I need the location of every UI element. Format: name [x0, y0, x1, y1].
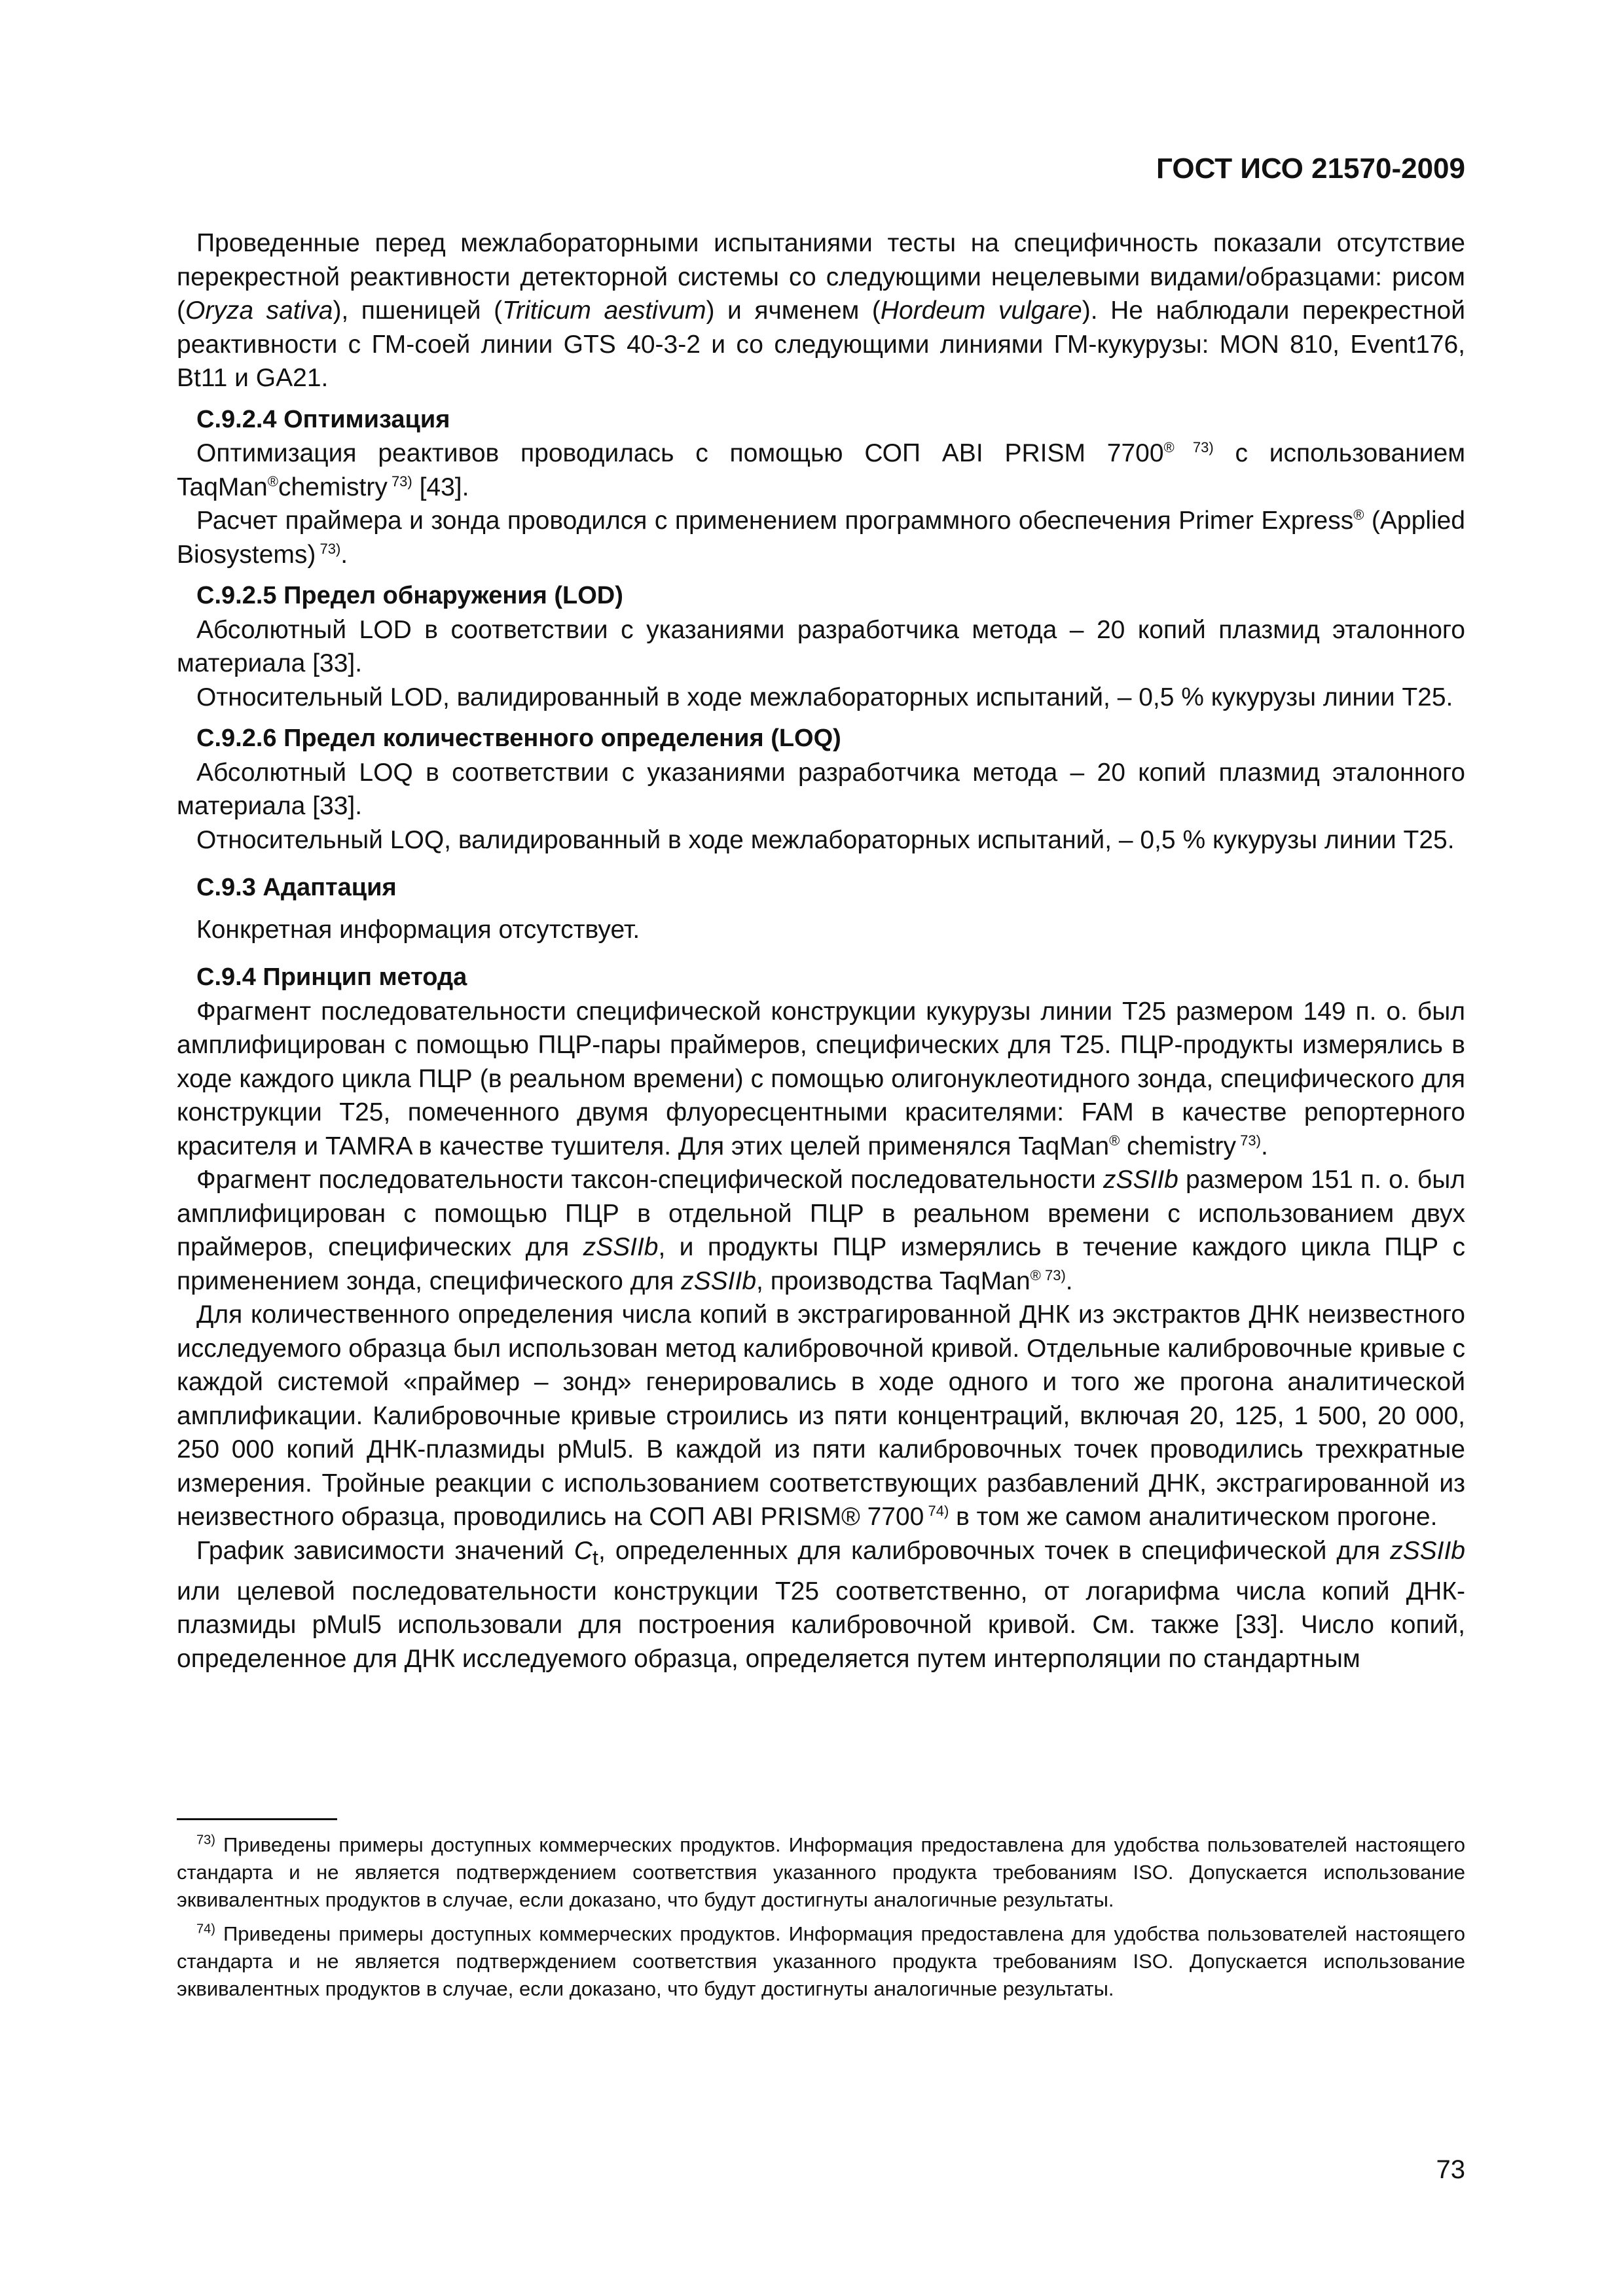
paragraph: Абсолютный LOD в соответствии с указаниями разработчика метода – 20 копий плазмид эталонного материала [33]. — [177, 615, 1465, 677]
section-heading-c94: С.9.4 Принцип метода — [196, 963, 467, 991]
intro-paragraph: Проведенные перед межлабораторными испытаниями тесты на специфичность показали отсутствие перекрестной реактивности детекторной системы со следующими нецелевыми видами/образцами: рисом (Oryza sativa), пшеницей (Triticum aestivum) и ячменем (Hordeum vulgare). Не наблюдали перекрестной реактивности с ГМ-соей линии GTS 40-3-2 и со следующими линиями ГМ-кукурузы: MON 810, Event176, Bt11 и GA21. — [177, 229, 1465, 392]
section-heading-c925: С.9.2.5 Предел обнаружения (LOD) — [196, 582, 623, 609]
footnotes — [177, 1831, 1465, 2003]
paragraph: Оптимизация реактивов проводилась с помощью СОП ABI PRISM 7700® $^{73)}$ с использованием TaqMan®chemistry $^{73)}$ [43]. — [177, 439, 1466, 501]
paragraph: Относительный LOQ, валидированный в ходе межлабораторных испытаний, – 0,5 % кукурузы линии T25. — [196, 825, 1455, 854]
footnote-ref[interactable]: 73) — [316, 540, 341, 557]
document-page — [177, 151, 1465, 1676]
paragraph: График зависимости значений $C_t$, определенных для калибровочных точек в специфической для zSSIIb или целевой последовательности конструкции T25 соответственно, от логарифма числа копий ДНК-плазмиды pMul5 использовали для построения калибровочной кривой. См. также [33]. Число копий, определенное для ДНК исследуемого образца, определяется путем интерполяции по стандартным — [177, 1536, 1465, 1673]
footnote-separator — [177, 1818, 337, 1820]
footnote-ref[interactable]: 74) — [924, 1503, 949, 1519]
document-body — [177, 226, 1465, 1676]
paragraph: Для количественного определения числа копий в экстрагированной ДНК из экстрактов ДНК неизвестного исследуемого образца был использован метод калибровочной кривой. Отдельные калибровочные кривые с каждой системой «праймер – зонд» генерировались в ходе одного и того же прогона аналитической амплификации. Калибровочные кривые строились из пяти концентраций, включая 20, 125, 1 500, 20 000, 250 000 копий ДНК-плазмиды pMul5. В каждой из пяти калибровочных точек проводились трехкратные измерения. Тройные реакции с использованием соответствующих разбавлений ДНК, экстрагированной из неизвестного образца, проводились на СОП ABI PRISM® 7700 $^{74)}$ в том же самом аналитическом прогоне. — [177, 1300, 1465, 1531]
section-heading-c93: С.9.3 Адаптация — [196, 874, 397, 901]
footnote-mark: 73) — [196, 1833, 215, 1848]
document-header: ГОСТ ИСО 21570-2009 — [1156, 152, 1465, 185]
footnote-ref[interactable]: 73) — [1040, 1266, 1066, 1283]
footnote-ref[interactable]: 73) — [387, 473, 412, 490]
footnote-73: $^{73)}$ Приведены примеры доступных коммерческих продуктов. Информация предоставлена для удобства пользователей настоящего стандарта и не является подтверждением соответствия указанного продукта требованиям ISO. Допускается использование эквивалентных продуктов в случае, если доказано, что будут достигнуты аналогичные результаты. — [177, 1833, 1465, 1911]
paragraph: Расчет праймера и зонда проводился с применением программного обеспечения Primer Express® (Applied Biosystems) $^{73)}$. — [177, 507, 1465, 569]
paragraph: Фрагмент последовательности специфической конструкции кукурузы линии T25 размером 149 п. о. был амплифицирован с помощью ПЦР-пары праймеров, специфических для T25. ПЦР-продукты измерялись в ходе каждого цикла ПЦР (в реальном времени) с помощью олигонуклеотидного зонда, специфического для конструкции T25, помеченного двумя флуоресцентными красителями: FAM в качестве репортерного красителя и TAMRA в качестве тушителя. Для этих целей применялся TaqMan® chemistry $^{73)}$. — [177, 997, 1465, 1160]
paragraph: Фрагмент последовательности таксон-специфической последовательности zSSIIb размером 151 п. о. был амплифицирован с помощью ПЦР в отдельной ПЦР в реальном времени с использованием двух праймеров, специфических для zSSIIb, и продукты ПЦР измерялись в течение каждого цикла ПЦР с применением зонда, специфического для zSSIIb, производства TaqMan® $^{73)}$. — [177, 1166, 1466, 1295]
section-heading-c926: С.9.2.6 Предел количественного определения (LOQ) — [196, 725, 841, 752]
footnote-ref[interactable]: 73) — [1236, 1132, 1261, 1149]
page-number: 73 — [1436, 2155, 1465, 2184]
paragraph: Относительный LOD, валидированный в ходе межлабораторных испытаний, – 0,5 % кукурузы линии T25. — [196, 683, 1453, 711]
footnote-mark: 74) — [196, 1922, 215, 1937]
footnote-ref[interactable]: 73) — [1174, 439, 1214, 456]
footnote-74: $^{74)}$ Приведены примеры доступных коммерческих продуктов. Информация предоставлена для удобства пользователей настоящего стандарта и не является подтверждением соответствия указанного продукта требованиям ISO. Допускается использование эквивалентных продуктов в случае, если доказано, что будут достигнуты аналогичные результаты. — [177, 1922, 1465, 2000]
paragraph: Абсолютный LOQ в соответствии с указаниями разработчика метода – 20 копий плазмид эталонного материала [33]. — [177, 758, 1465, 820]
section-heading-c924: С.9.2.4 Оптимизация — [196, 405, 450, 433]
paragraph: Конкретная информация отсутствует. — [196, 915, 640, 944]
